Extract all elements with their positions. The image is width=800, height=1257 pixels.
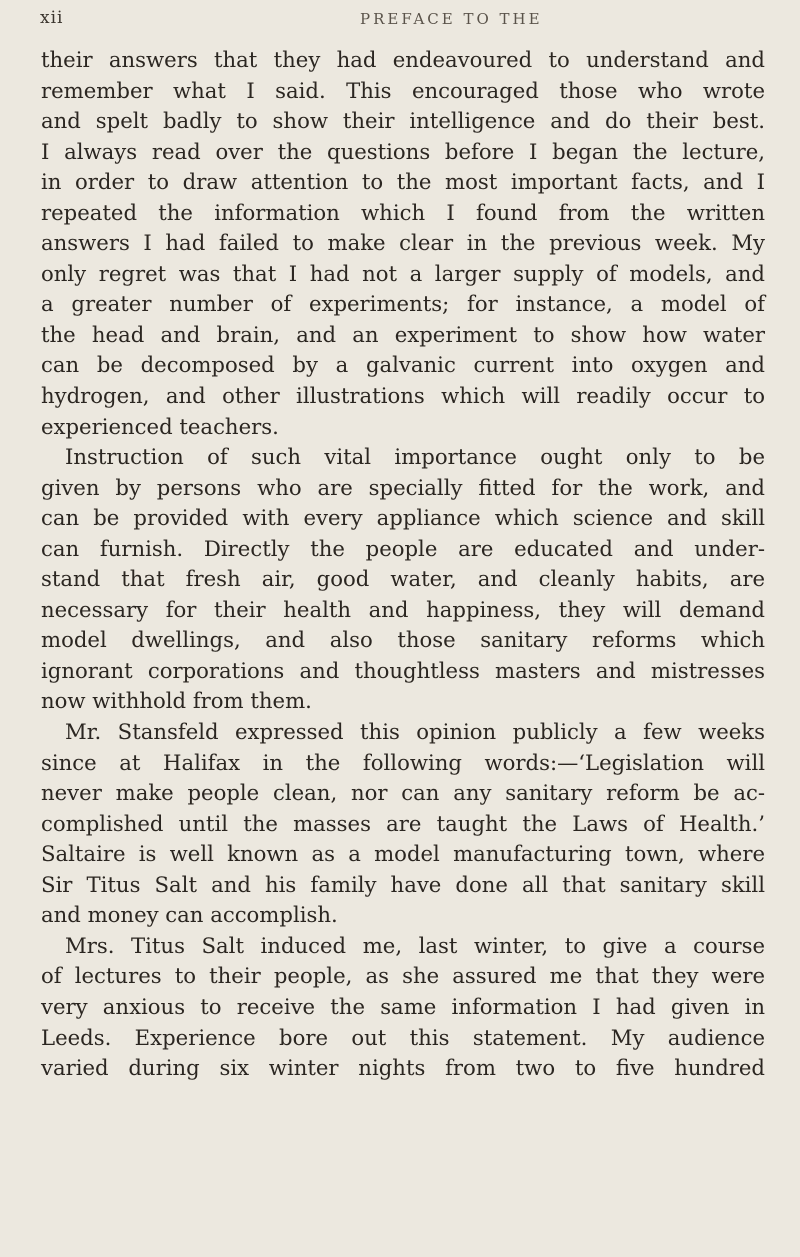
text-line: remember what I said. This encouraged those who wrote bbox=[41, 77, 765, 103]
text-line: now withhold from them. bbox=[41, 688, 312, 714]
text-line: and money can accomplish. bbox=[41, 902, 338, 928]
text-line: a greater number of experiments; for instance, a model of bbox=[41, 291, 765, 317]
text-line: varied during six winter nights from two to five hundred bbox=[41, 1055, 765, 1081]
text-line: Sir Titus Salt and his family have done all that sanitary skill bbox=[41, 871, 765, 897]
text-line: Instruction of such vital importance ought only to be bbox=[65, 444, 765, 470]
text-line: Mr. Stansfeld expressed this opinion publicly a few weeks bbox=[65, 719, 765, 745]
text-line: stand that fresh air, good water, and cleanly habits, are bbox=[41, 566, 765, 592]
text-line: of lectures to their people, as she assured me that they were bbox=[41, 963, 765, 989]
text-line: given by persons who are specially fitted for the work, and bbox=[41, 474, 765, 500]
text-line: only regret was that I had not a larger supply of models, and bbox=[41, 260, 765, 286]
text-line: model dwellings, and also those sanitary reforms which bbox=[41, 627, 765, 653]
text-line: never make people clean, nor can any sanitary reform be ac- bbox=[41, 780, 765, 806]
text-line: repeated the information which I found from the written bbox=[41, 199, 765, 225]
text-line: Mrs. Titus Salt induced me, last winter, to give a course bbox=[65, 932, 765, 958]
page-header bbox=[40, 8, 770, 32]
text-line: can furnish. Directly the people are educated and under- bbox=[41, 535, 765, 561]
text-line: in order to draw attention to the most important facts, and I bbox=[41, 169, 765, 195]
text-line: answers I had failed to make clear in the previous week. My bbox=[41, 230, 765, 256]
text-line: Saltaire is well known as a model manufacturing town, where bbox=[41, 841, 765, 867]
text-line: their answers that they had endeavoured to understand and bbox=[41, 47, 765, 72]
text-line: the head and brain, and an experiment to show how water bbox=[41, 321, 765, 347]
text-line: and spelt badly to show their intelligence and do their best. bbox=[41, 108, 765, 134]
text-line: ignorant corporations and thoughtless masters and mistresses bbox=[41, 657, 765, 683]
text-line: experienced teachers. bbox=[41, 413, 279, 439]
text-line: necessary for their health and happiness, they will demand bbox=[41, 596, 765, 622]
text-line: I always read over the questions before I began the lecture, bbox=[41, 138, 765, 164]
text-line: since at Halifax in the following words:—‘Legislation will bbox=[41, 749, 765, 775]
text-line: can be provided with every appliance which science and skill bbox=[41, 505, 765, 531]
text-line: complished until the masses are taught the Laws of Health.’ bbox=[41, 810, 765, 836]
body-text bbox=[41, 45, 765, 1084]
text-line: Leeds. Experience bore out this statement. My audience bbox=[41, 1024, 765, 1050]
text-line: very anxious to receive the same information I had given in bbox=[41, 993, 765, 1019]
text-line: hydrogen, and other illustrations which will readily occur to bbox=[41, 383, 765, 409]
text-line: can be decomposed by a galvanic current into oxygen and bbox=[41, 352, 765, 378]
page-number: xii bbox=[40, 8, 64, 28]
running-head: PREFACE TO THE bbox=[360, 10, 543, 28]
